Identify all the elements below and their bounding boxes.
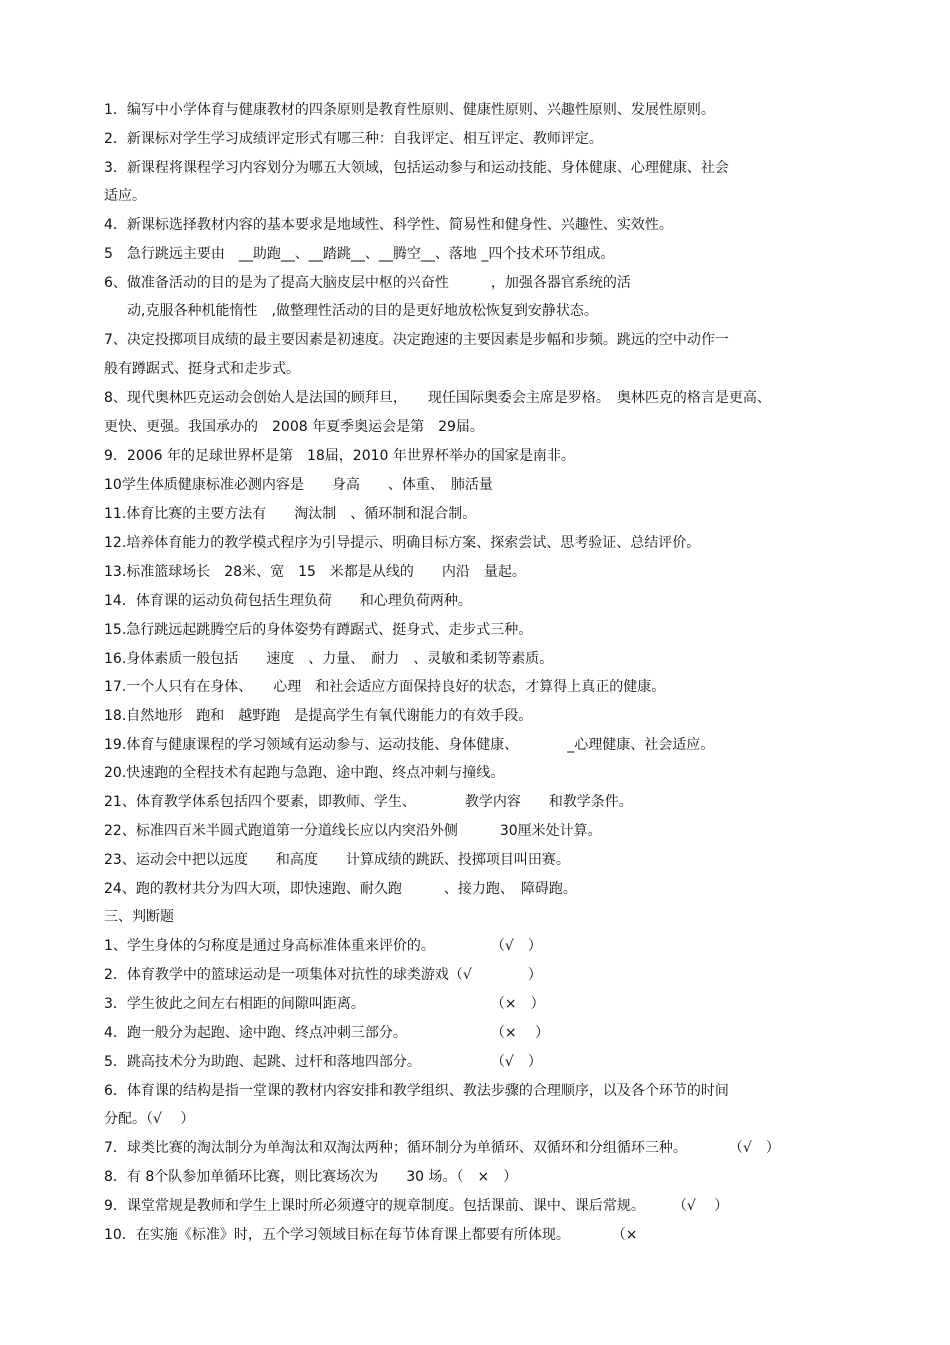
judgment-item: 10．在实施《标准》时，五个学习领域目标在每节体育课上都要有所体现。 （× xyxy=(104,1227,638,1243)
text-line: 19.体育与健康课程的学习领域有运动参与、运动技能、身体健康、 _心理健康、社会适应。 xyxy=(104,737,715,753)
text-line: 24、跑的教材共分为四大项，即快速跑、耐久跑 、接力跑、 障碍跑。 xyxy=(104,881,577,897)
text-line: 1．编写中小学体育与健康教材的四条原则是教育性原则、健康性原则、兴趣性原则、发展性原则。 xyxy=(104,102,715,118)
text-line: 7、决定投掷项目成绩的最主要因素是初速度。决定跑速的主要因素是步幅和步频。跳远的空中动作一 xyxy=(104,332,729,348)
text-line: 8、现代奥林匹克运动会创始人是法国的顾拜旦， 现任国际奥委会主席是罗格。 奥林匹克的格言是更高、 xyxy=(104,390,771,406)
judgment-item: 9．课堂常规是教师和学生上课时所必须遵守的规章制度。包括课前、课中、课后常规。 （√ ） xyxy=(104,1198,729,1214)
text-line: 6、做准备活动的目的是为了提高大脑皮层中枢的兴奋性 ，加强各器官系统的活 xyxy=(104,275,631,291)
judgment-item: 8．有 8个队参加单循环比赛，则比赛场次为 30 场。（ × ） xyxy=(104,1169,518,1185)
judgment-item: 5．跳高技术分为助跑、起跳、过杆和落地四部分。 （√ ） xyxy=(104,1054,542,1070)
text-line: 更快、更强。我国承办的 2008 年夏季奥运会是第 29届。 xyxy=(104,419,484,435)
text-line: 13.标准篮球场长 28米、宽 15 米都是从线的 内沿 量起。 xyxy=(104,564,526,580)
text-line: 15.急行跳远起跳腾空后的身体姿势有蹲踞式、挺身式、走步式三种。 xyxy=(104,622,533,638)
section-heading: 三、判断题 xyxy=(104,909,174,925)
text-line: 3．新课程将课程学习内容划分为哪五大领域，包括运动参与和运动技能、身体健康、心理健康、社会 xyxy=(104,160,729,176)
judgment-item: 分配。（√ ） xyxy=(104,1111,195,1127)
text-line: 12.培养体育能力的教学模式程序为引导提示、明确目标方案、探索尝试、思考验证、总结评价。 xyxy=(104,535,701,551)
text-line: 17.一个人只有在身体、 心理 和社会适应方面保持良好的状态，才算得上真正的健康。 xyxy=(104,679,666,695)
text-line: 9．2006 年的足球世界杯是第 18届，2010 年世界杯举办的国家是南非。 xyxy=(104,448,575,464)
judgment-item: 3．学生彼此之间左右相距的间隙叫距离。 （× ） xyxy=(104,996,545,1012)
text-line: 2．新课标对学生学习成绩评定形式有哪三种：自我评定、相互评定、教师评定。 xyxy=(104,131,603,147)
text-line: 适应。 xyxy=(104,188,146,204)
text-line: 16.身体素质一般包括 速度 、力量、 耐力 、灵敏和柔韧等素质。 xyxy=(104,651,554,667)
text-line: 5 急行跳远主要由 __助跑__、__踏跳__、__腾空__、落地 _四个技术环节组成。 xyxy=(104,246,615,262)
text-line: 11.体育比赛的主要方法有 淘汰制 、循环制和混合制。 xyxy=(104,506,477,522)
judgment-item: 7．球类比赛的淘汰制分为单淘汰和双淘汰两种；循环制分为单循环、双循环和分组循环三种。 （√ ） xyxy=(104,1140,780,1156)
text-line: 18.自然地形 跑和 越野跑 是提高学生有氧代谢能力的有效手段。 xyxy=(104,708,533,724)
text-line: 22、标准四百米半圆式跑道第一分道线长应以内突沿外侧 30厘米处计算。 xyxy=(104,823,602,839)
text-line: 10学生体质健康标准必测内容是 身高 、体重、 肺活量 xyxy=(104,477,493,493)
text-line: 动,克服各种机能惰性 ,做整理性活动的目的是更好地放松恢复到安静状态。 xyxy=(127,303,598,319)
text-line: 般有蹲踞式、挺身式和走步式。 xyxy=(104,361,300,377)
judgment-item: 4．跑一般分为起跑、途中跑、终点冲刺三部分。 （× ） xyxy=(104,1025,550,1041)
text-line: 4．新课标选择教材内容的基本要求是地域性、科学性、简易性和健身性、兴趣性、实效性。 xyxy=(104,217,673,233)
judgment-item: 1、学生身体的匀称度是通过身高标准体重来评价的。 （√ ） xyxy=(104,938,542,954)
judgment-item: 2．体育教学中的篮球运动是一项集体对抗性的球类游戏（√ ） xyxy=(104,967,542,983)
text-line: 14．体育课的运动负荷包括生理负荷 和心理负荷两种。 xyxy=(104,593,472,609)
text-line: 23、运动会中把以远度 和高度 计算成绩的跳跃、投掷项目叫田赛。 xyxy=(104,852,570,868)
judgment-item: 6．体育课的结构是指一堂课的教材内容安排和教学组织、教法步骤的合理顺序，以及各个环节的时间 xyxy=(104,1083,729,1099)
text-line: 21、体育教学体系包括四个要素，即教师、学生、 教学内容 和教学条件。 xyxy=(104,794,633,810)
text-line: 20.快速跑的全程技术有起跑与急跑、途中跑、终点冲刺与撞线。 xyxy=(104,765,505,781)
